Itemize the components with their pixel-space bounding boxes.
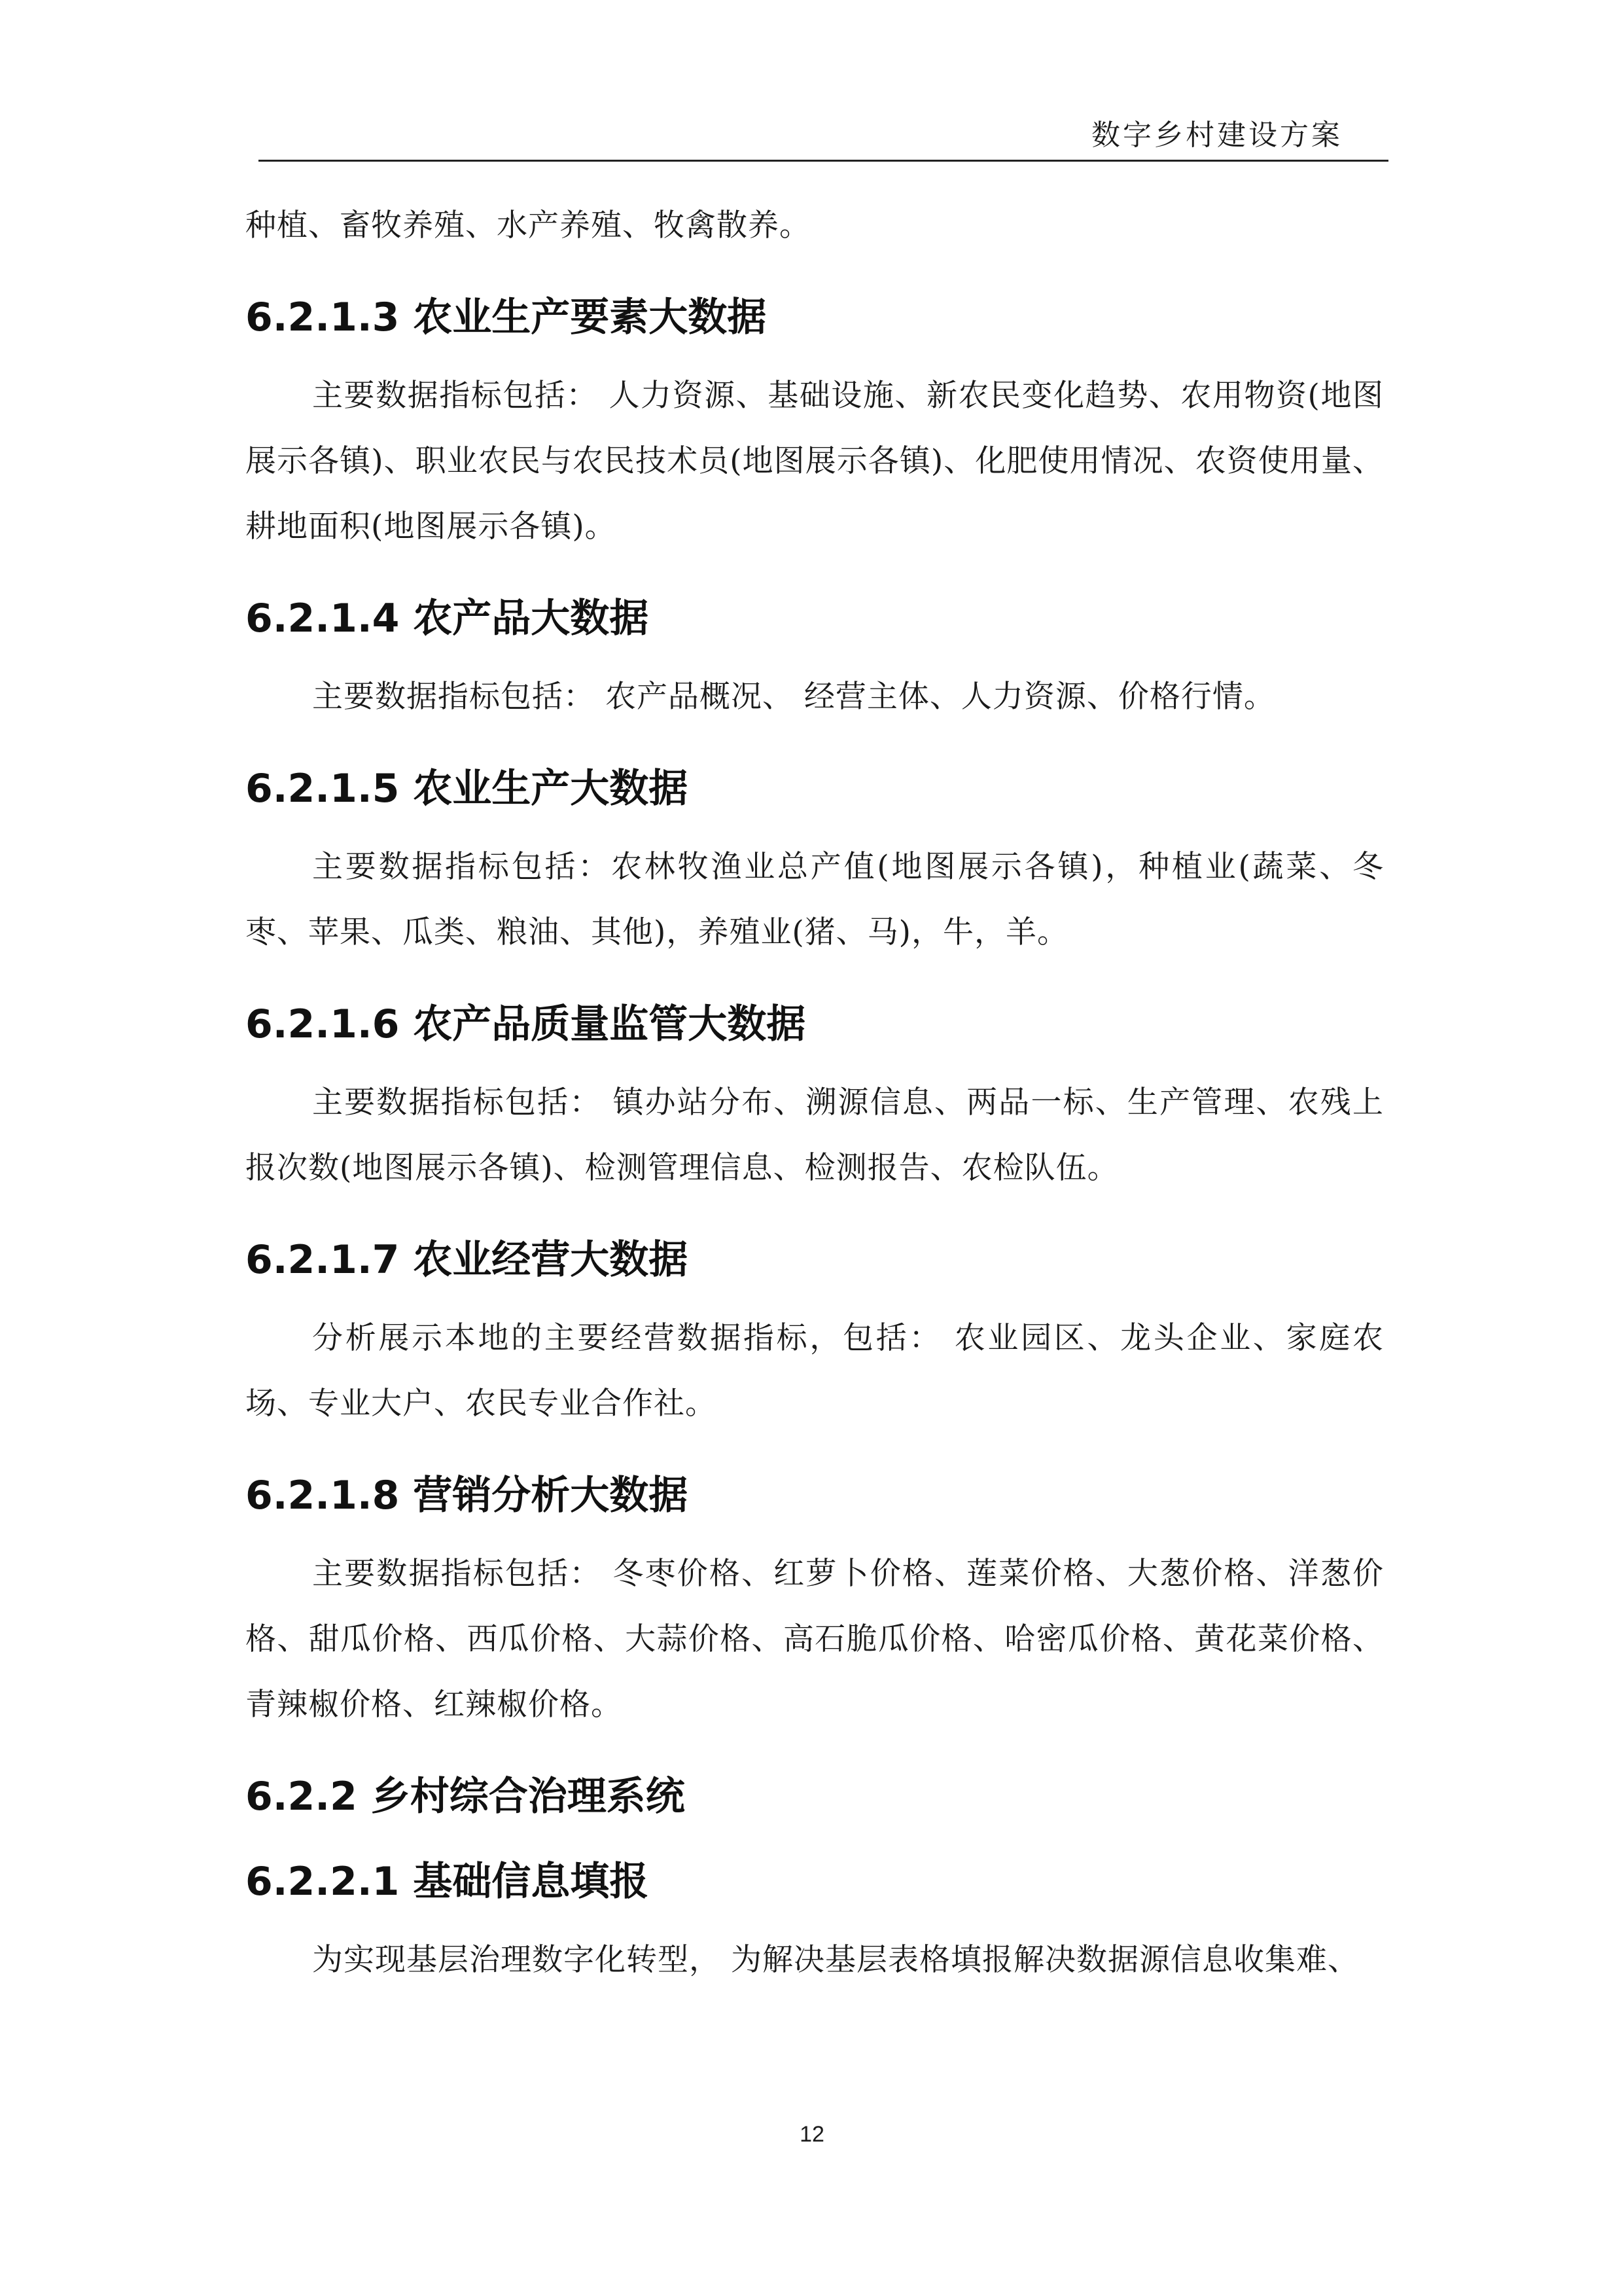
paragraph: 种植、畜牧养殖、水产养殖、牧禽散养。 [245, 207, 811, 243]
paragraph: 主要数据指标包括： 人力资源、基础设施、新农民变化趋势、农用物资(地图展示各镇)、职业农民与农民技术员(地图展示各镇)、化肥使用情况、农资使用量、耕地面积(地图展示各镇)。 [245, 378, 1384, 545]
section-heading: 6.2.1.3 农业生产要素大数据 [245, 295, 767, 340]
section-heading: 6.2.1.6 农产品质量监管大数据 [245, 1001, 806, 1047]
page-number: 12 [800, 2122, 824, 2147]
section-heading: 6.2.1.8 营销分析大数据 [245, 1473, 688, 1518]
section-heading: 6.2.1.5 农业生产大数据 [245, 766, 688, 812]
section-heading: 6.2.2 乡村综合治理系统 [245, 1774, 685, 1820]
document-body [245, 193, 1384, 1993]
paragraph: 主要数据指标包括： 冬枣价格、红萝卜价格、莲菜价格、大葱价格、洋葱价格、甜瓜价格、西瓜价格、大蒜价格、高石脆瓜价格、哈密瓜价格、黄花菜价格、青辣椒价格、红辣椒价格。 [245, 1556, 1384, 1723]
section-heading: 6.2.2.1 基础信息填报 [245, 1859, 649, 1905]
document-title: 数字乡村建设方案 [1091, 118, 1343, 152]
section-heading: 6.2.1.7 农业经营大数据 [245, 1237, 688, 1283]
paragraph: 主要数据指标包括：农林牧渔业总产值(地图展示各镇)，种植业(蔬菜、冬枣、苹果、瓜类、粮油、其他)，养殖业(猪、马)，牛，羊。 [245, 849, 1384, 950]
paragraph: 分析展示本地的主要经营数据指标，包括： 农业园区、龙头企业、家庭农场、专业大户、农民专业合作社。 [245, 1320, 1384, 1422]
section-heading: 6.2.1.4 农产品大数据 [245, 596, 649, 641]
paragraph: 为实现基层治理数字化转型， 为解决基层表格填报解决数据源信息收集难、 [312, 1942, 1359, 1978]
page-header [258, 111, 1388, 162]
paragraph: 主要数据指标包括： 镇办站分布、溯源信息、两品一标、生产管理、农残上报次数(地图展示各镇)、检测管理信息、检测报告、农检队伍。 [245, 1085, 1384, 1186]
paragraph: 主要数据指标包括： 农产品概况、 经营主体、人力资源、价格行情。 [312, 679, 1275, 715]
